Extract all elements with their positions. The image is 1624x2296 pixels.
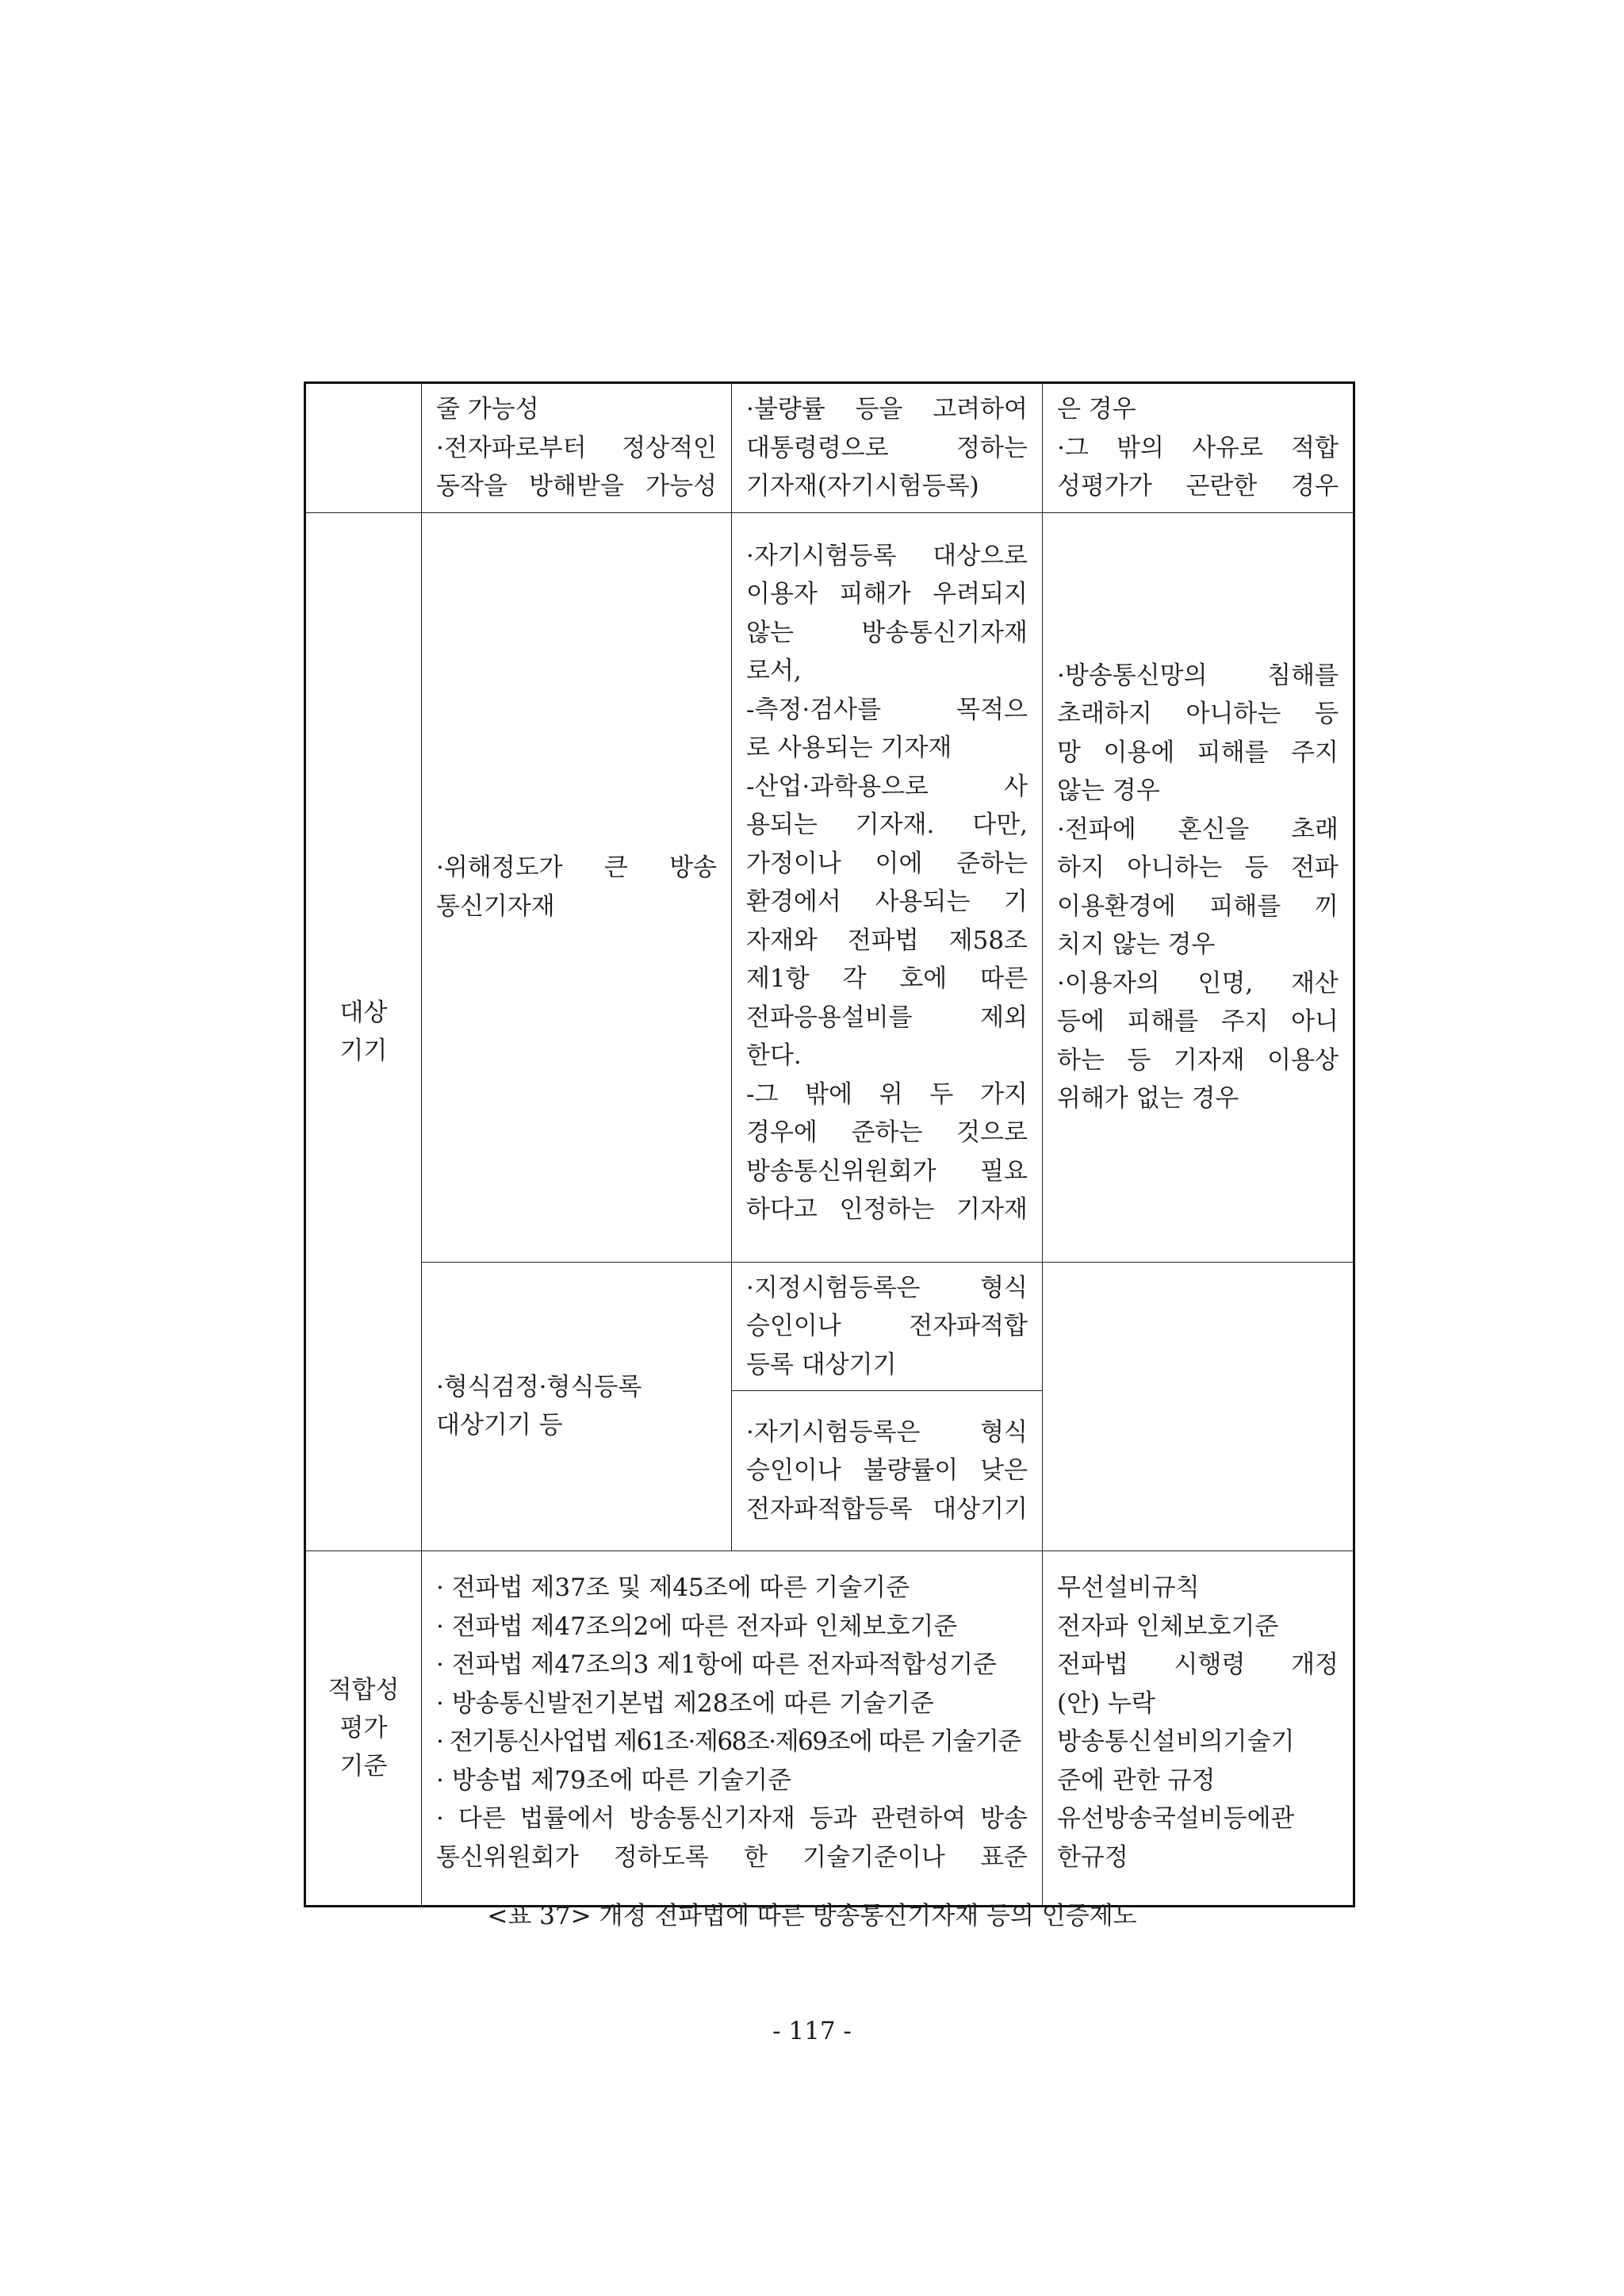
cell-harmful-col1: ·위해정도가 큰 방송 통신기자재 [422, 512, 732, 1262]
cell-harmful-col2: ·자기시험등록 대상으로 이용자 피해가 우려되지 않는 방송통신기자재 로서, -측정·검사를 목적으 로 사용되는 기자재 -산업·과학용으로 사 용되는 기자재. 다만, 가정이나 이에 준하는 환경에서 사용되는 기 자재와 전파법 제58조 제1항 각 호에 따른 전파응용설비를 제외 한다. -그 밖에 위 두 가지 경우에 준하는 것으로 방송통신위원회가 필요 하다고 인정하는 기자재 [732, 512, 1043, 1262]
row-label-empty [305, 383, 422, 513]
cell-top-col3: 은 경우 ·그 밖의 사유로 적합 성평가가 곤란한 경우 [1043, 383, 1354, 513]
table-row-type-approval-a [305, 1262, 1354, 1391]
table-row-continuation [305, 383, 1354, 513]
page-number: - 117 - [772, 2017, 852, 2045]
table-caption: <표 37> 개정 전파법에 따른 방송통신기자재 등의 인증제도 [487, 1902, 1137, 1930]
table-row-conformity-criteria [305, 1551, 1354, 1907]
cell-criteria-regulations: 무선설비규칙 전자파 인체보호기준 전파법 시행령 개정 (안) 누락 방송통신설비의기술기 준에 관한 규정 유선방송국설비등에관 한규정 [1043, 1551, 1354, 1907]
cell-top-col1: 줄 가능성 ·전자파로부터 정상적인 동작을 방해받을 가능성 [422, 383, 732, 513]
row-label-target-devices: 대상 기기 [305, 512, 422, 1551]
cell-type-approval-col1: ·형식검정·형식등록 대상기기 등 [422, 1262, 732, 1551]
cell-designated-test: ·지정시험등록은 형식 승인이나 전자파적합 등록 대상기기 [732, 1262, 1043, 1391]
certification-table [304, 381, 1355, 1907]
table-row-harmful [305, 512, 1354, 1262]
cell-type-approval-col3-empty [1043, 1262, 1354, 1551]
cell-self-test: ·자기시험등록은 형식 승인이나 불량률이 낮은 전자파적합등록 대상기기 [732, 1391, 1043, 1551]
cell-criteria-list: · 전파법 제37조 및 제45조에 따른 기술기준 · 전파법 제47조의2에 따른 전자파 인체보호기준 · 전파법 제47조의3 제1항에 따른 전자파적합성기준 · 방송통신발전기본법 제28조에 따른 기술기준 · 전기통신사업법 제61조·제68조·제69조에 따른 기술기준 · 방송법 제79조에 따른 기술기준 · 다른 법률에서 방송통신기자재 등과 관련하여 방송 통신위원회가 정하도록 한 기술기준이나 표준 [422, 1551, 1043, 1907]
row-label-conformity-criteria: 적합성 평가 기준 [305, 1551, 422, 1907]
cell-harmful-col3: ·방송통신망의 침해를 초래하지 아니하는 등 망 이용에 피해를 주지 않는 경우 ·전파에 혼신을 초래 하지 아니하는 등 전파 이용환경에 피해를 끼 치지 않는 경우 ·이용자의 인명, 재산 등에 피해를 주지 아니 하는 등 기자재 이용상 위해가 없는 경우 [1043, 512, 1354, 1262]
cell-top-col2: ·불량률 등을 고려하여 대통령령으로 정하는 기자재(자기시험등록) [732, 383, 1043, 513]
